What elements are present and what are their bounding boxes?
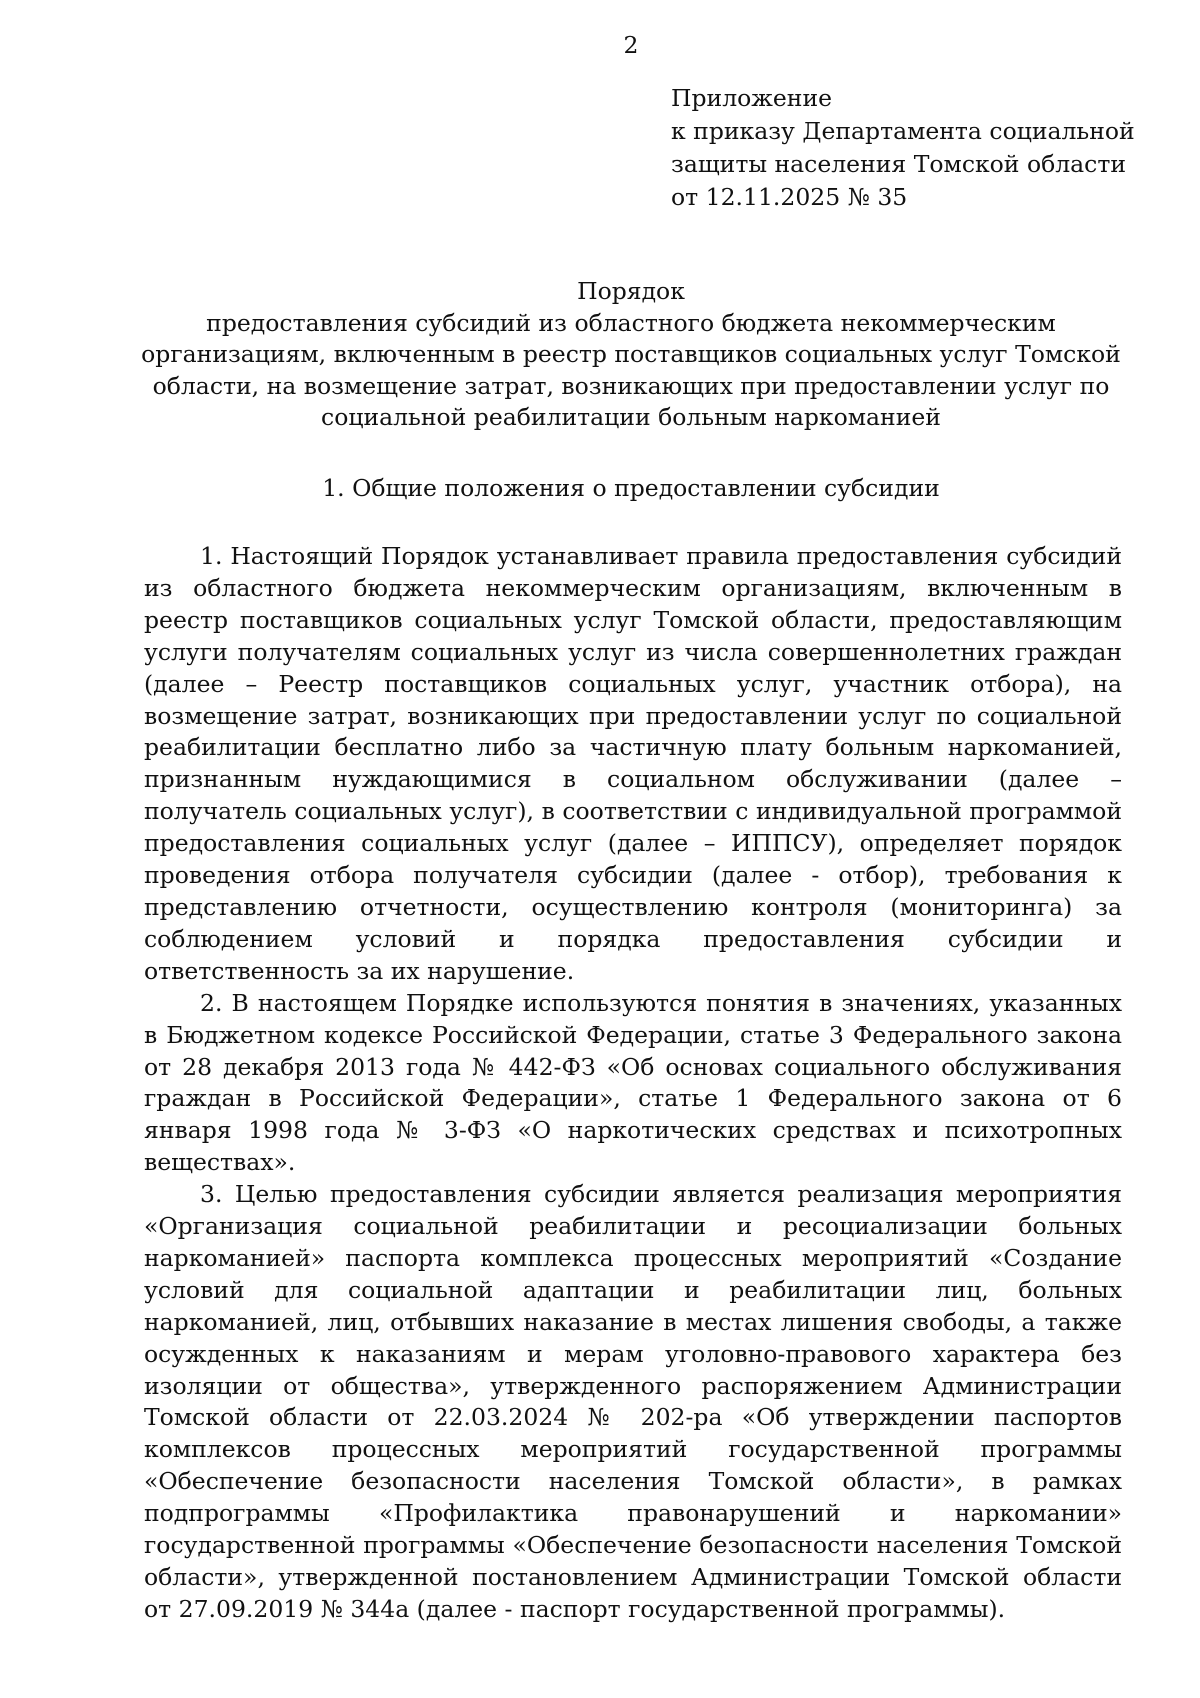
appendix-block	[671, 82, 1181, 214]
appendix-line: Приложение	[671, 84, 833, 112]
appendix-line: от 12.11.2025 № 35	[671, 183, 908, 211]
paragraph-2: 2. В настоящем Порядке используются понятия в значениях, указанных в Бюджетном кодексе Российской Федерации, статье 3 Федерального закона от 28 декабря 2013 года № 442-ФЗ «Об основах социального обслуживания граждан в Российской Федерации», статье 1 Федерального закона от 6 января 1998 года № 3-ФЗ «О наркотических средствах и психотропных веществах».	[144, 988, 1122, 1177]
document-subtitle: предоставления субсидий из областного бюджета некоммерческим организациям, включенным в реестр поставщиков социальных услуг Томской области, на возмещение затрат, возникающих при предоставлении услуг по социальной реабилитации больным наркоманией	[141, 308, 1121, 432]
paragraph-1: 1. Настоящий Порядок устанавливает правила предоставления субсидий из областного бюджета некоммерческим организациям, включенным в реестр поставщиков социальных услуг Томской области, предоставляющим услуги получателям социальных услуг из числа совершеннолетних граждан (далее – Реестр поставщиков социальных услуг, участник отбора), на возмещение затрат, возникающих при предоставлении услуг по социальной реабилитации бесплатно либо за частичную плату больным наркоманией, признанным нуждающимися в социальном обслуживании (далее – получатель социальных услуг), в соответствии с индивидуальной программой предоставления социальных услуг (далее – ИППСУ), определяет порядок проведения отбора получателя субсидии (далее - отбор), требования к представлению отчетности, осуществлению контроля (мониторинга) за соблюдением условий и порядка предоставления субсидии и ответственность за их нарушение.	[144, 542, 1122, 985]
appendix-line: защиты населения Томской области	[671, 150, 1127, 178]
document-title-block	[140, 276, 1122, 434]
paragraph-3: 3. Целью предоставления субсидии является реализация мероприятия «Организация социальной реабилитации и ресоциализации больных наркоманией» паспорта комплекса процессных мероприятий «Создание условий для социальной адаптации и реабилитации лиц, больных наркоманией, лиц, отбывших наказание в местах лишения свободы, а также осужденных к наказаниям и мерам уголовно-правового характера без изоляции от общества», утвержденного распоряжением Администрации Томской области от 22.03.2024 № 202-ра «Об утверждении паспортов комплексов процессных мероприятий государственной программы «Обеспечение безопасности населения Томской области», в рамках подпрограммы «Профилактика правонарушений и наркомании» государственной программы «Обеспечение безопасности населения Томской области», утвержденной постановлением Администрации Томской области от 27.09.2019 № 344а (далее - паспорт государственной программы).	[144, 1180, 1122, 1623]
section-heading: 1. Общие положения о предоставлении субсидии	[322, 474, 940, 502]
page-number: 2	[623, 31, 639, 59]
body-text	[144, 541, 1122, 1626]
appendix-line: к приказу Департамента социальной	[671, 117, 1135, 145]
document-title: Порядок	[577, 277, 685, 305]
